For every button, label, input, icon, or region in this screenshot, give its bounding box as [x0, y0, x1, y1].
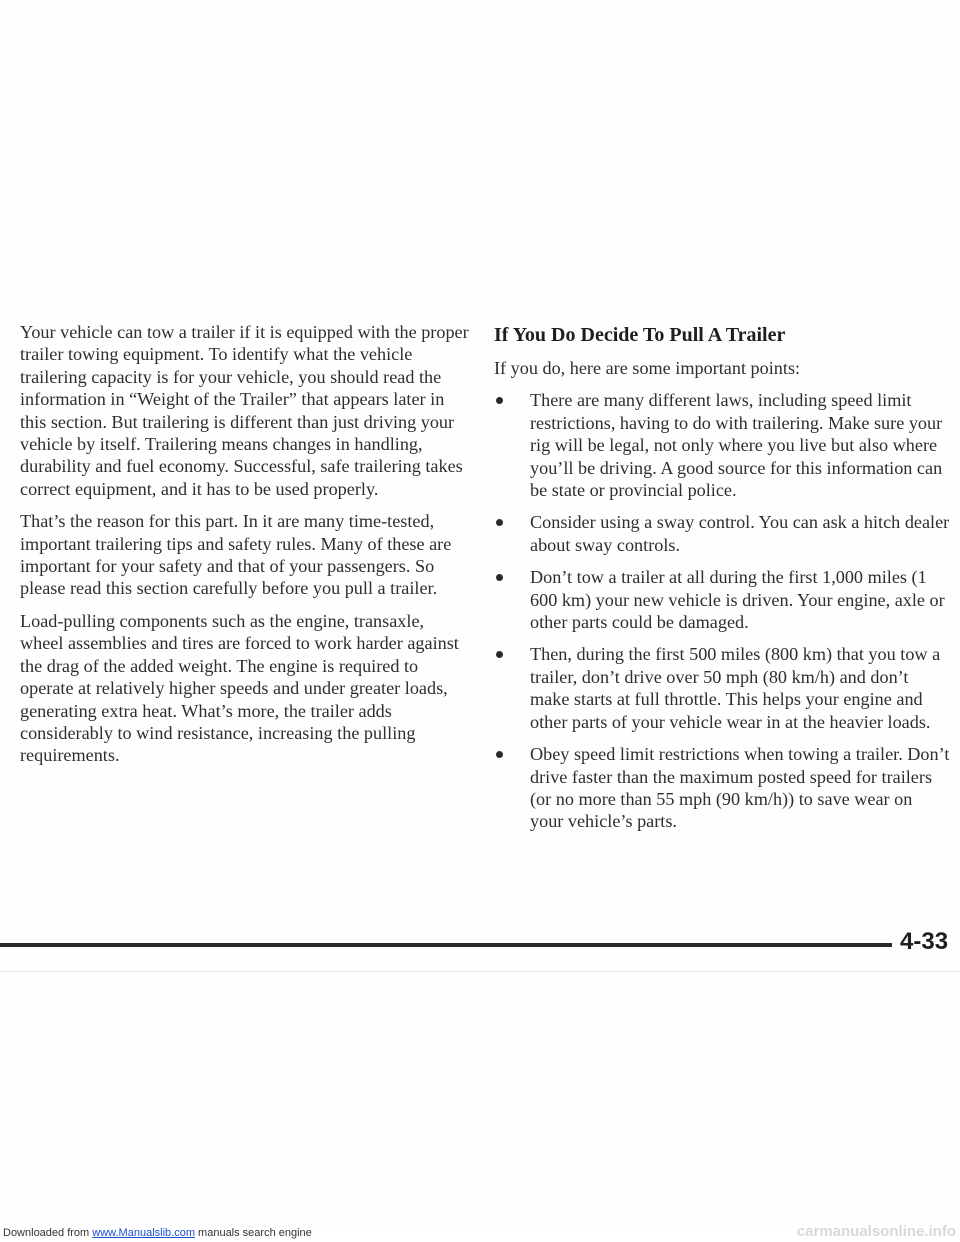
manualslib-link[interactable]: www.Manualslib.com	[92, 1227, 195, 1239]
list-item-text: Consider using a sway control. You can ask a hitch dealer about sway controls.	[530, 512, 950, 555]
list-item	[494, 566, 950, 633]
download-notice	[3, 1227, 312, 1240]
paragraph-load-pulling: Load-pulling components such as the engine, transaxle, wheel assemblies and tires are forced to work harder against the drag of the added weight. The engine is required to operate at relatively higher speeds and under greater loads, generating extra heat. What’s more, the trailer adds considerably to wind resistance, increasing the pulling requirements.	[20, 610, 459, 766]
bullet-icon	[496, 751, 503, 758]
download-suffix: manuals search engine	[198, 1227, 312, 1239]
list-item-text: There are many different laws, including speed limit restrictions, having to do with trailering. Make sure your rig will be legal, not only where you live but also where you’ll be driving. A good source for this information can be state or provincial police.	[530, 390, 943, 501]
right-column	[494, 321, 950, 843]
page-number: 4-33	[900, 928, 949, 955]
list-item	[494, 743, 950, 833]
bullet-icon	[496, 574, 503, 581]
left-column	[20, 321, 472, 777]
list-item-text: Then, during the first 500 miles (800 km) that you tow a trailer, don’t drive over 50 mph (80 km/h) and don’t make starts at full throttle. This helps your engine and other parts of your vehicle wear in at the heavier loads.	[530, 644, 941, 732]
list-item	[494, 643, 950, 733]
page-footer-rule	[0, 943, 892, 947]
scan-edge-line	[0, 971, 960, 972]
list-item	[494, 511, 950, 556]
bullet-list	[494, 389, 950, 832]
list-item-text: Don’t tow a trailer at all during the first 1,000 miles (1 600 km) your new vehicle is driven. Your engine, axle or other parts could be damaged.	[530, 567, 945, 633]
watermark-text: carmanualsonline.info	[796, 1223, 956, 1240]
download-prefix: Downloaded from	[3, 1227, 90, 1239]
bullet-icon	[496, 397, 503, 404]
section-intro: If you do, here are some important points:	[494, 358, 801, 378]
list-item	[494, 389, 950, 501]
paragraph-intro: Your vehicle can tow a trailer if it is equipped with the proper trailer towing equipment. To identify what the vehicle trailering capacity is for your vehicle, you should read the information in “Weight of the Trailer” that appears later in this section. But trailering is different than just driving your vehicle by itself. Trailering means changes in handling, durability and fuel economy. Successful, safe trailering takes correct equipment, and it has to be used properly.	[20, 322, 469, 499]
list-item-text: Obey speed limit restrictions when towing a trailer. Don’t drive faster than the maximum posted speed for trailers (or no more than 55 mph (90 km/h)) to save wear on your vehicle’s parts.	[530, 744, 950, 832]
bullet-icon	[496, 519, 503, 526]
section-heading: If You Do Decide To Pull A Trailer	[494, 324, 786, 346]
paragraph-reason: That’s the reason for this part. In it are many time-tested, important trailering tips and safety rules. Many of these are important for your safety and that of your passengers. So please read this section carefully before you pull a trailer.	[20, 511, 452, 599]
bullet-icon	[496, 651, 503, 658]
